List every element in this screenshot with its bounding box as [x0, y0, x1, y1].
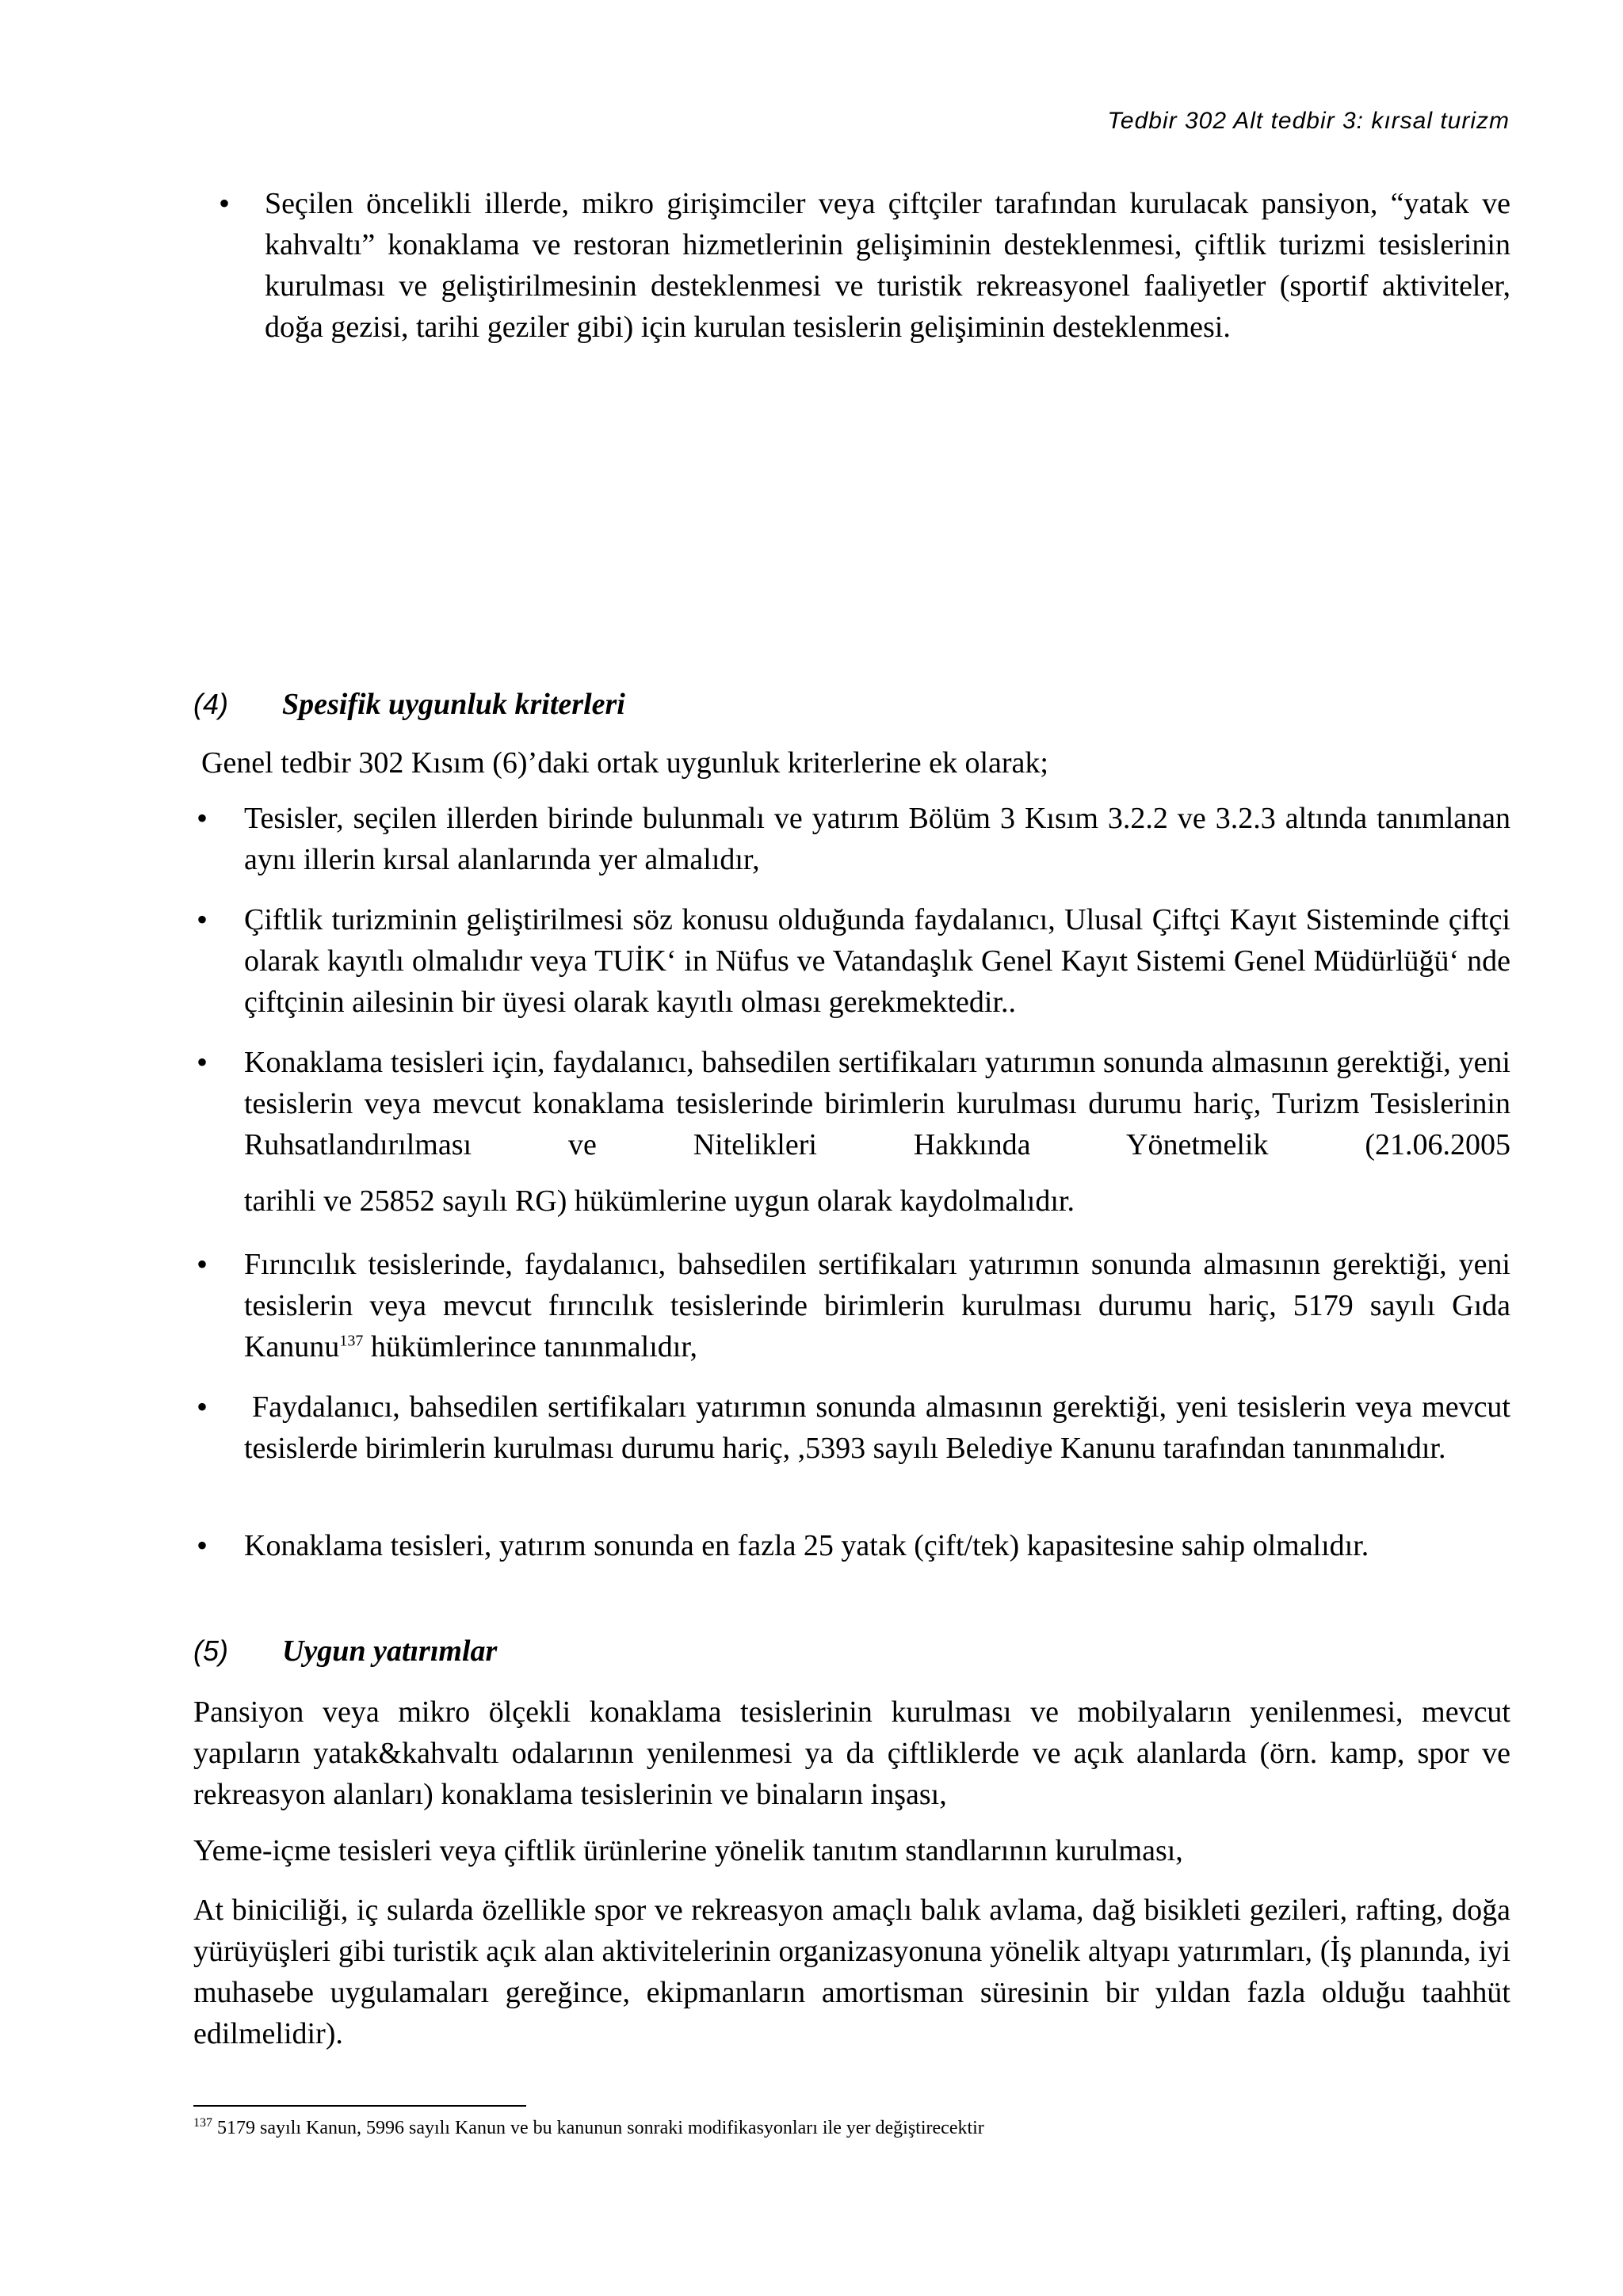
investment-paragraph-3: At biniciliği, iç sularda özellikle spor ve rekreasyon amaçlı balık avlama, dağ bisikleti gezileri, rafting, doğa yürüyüşleri gibi turistik açık alan aktivitelerinin organizasyonuna yönelik altyapı yatırımları, (İş planında, iyi muhasebe uygulamaları gereğince, ekipmanların amortisman süresinin bir yıldan fazla olduğu taahhüt edilmelidir). [193, 1894, 1510, 2050]
criteria-item-6: Konaklama tesisleri, yatırım sonunda en fazla 25 yatak (çift/tek) kapasitesine sahip olmalıdır. [244, 1529, 1369, 1562]
bullet-dot: • [197, 1246, 208, 1282]
criteria-item-2: Çiftlik turizminin geliştirilmesi söz konusu olduğunda faydalanıcı, Ulusal Çiftçi Kayıt Sisteminde çiftçi olarak kayıtlı olmalıdır veya TUİK‘ in Nüfus ve Vatandaşlık Genel Kayıt Sistemi Genel Müdürlüğü‘ nde çiftçinin ailesinin bir üyesi olarak kayıtlı olması gerekmektedir.. [244, 903, 1510, 1019]
bullet-dot: • [197, 1044, 208, 1080]
criteria-item-4-text: Fırıncılık tesislerinde, faydalanıcı, bahsedilen sertifikaları yatırımın sonunda almasının gerektiği, yeni tesislerin veya mevcut fırıncılık tesislerinde birimlerin kurulması durumu hariç, 5179 sayılı Gıda Kanunu [244, 1248, 1510, 1363]
footnote-text: 5179 sayılı Kanun, 5996 sayılı Kanun ve bu kanunun sonraki modifikasyonları ile yer değiştirecektir [217, 2118, 984, 2138]
bullet-dot: • [219, 185, 231, 221]
section-4-number: (4) [193, 688, 228, 720]
bullet-dot: • [197, 1389, 208, 1425]
running-header: Tedbir 302 Alt tedbir 3: kırsal turizm [1107, 108, 1510, 134]
investment-paragraph-2: Yeme-içme tesisleri veya çiftlik ürünlerine yönelik tanıtım standlarının kurulması, [193, 1834, 1183, 1867]
section-4-intro: Genel tedbir 302 Kısım (6)’daki ortak uygunluk kriterlerine ek olarak; [201, 746, 1048, 780]
criteria-item-4-text-end: hükümlerince tanınmalıdır, [370, 1330, 697, 1363]
criteria-item-5: Faydalanıcı, bahsedilen sertifikaları yatırımın sonunda almasının gerektiği, yeni tesislerin veya mevcut tesislerde birimlerin kurulması durumu hariç, ,5393 sayılı Belediye Kanunu tarafından tanınmalıdır. [244, 1390, 1510, 1465]
criteria-item-3-continued: tarihli ve 25852 sayılı RG) hükümlerine uygun olarak kaydolmalıdır. [244, 1184, 1075, 1218]
investment-paragraph-1: Pansiyon veya mikro ölçekli konaklama tesislerinin kurulması ve mobilyaların yenilenmesi, mevcut yapıların yatak&kahvaltı odalarının yenilenmesi ya da çiftliklerde ve açık alanlarda (örn. kamp, spor ve rekreasyon alanları) konaklama tesislerinin ve binaların inşası, [193, 1695, 1510, 1811]
criteria-item-1: Tesisler, seçilen illerden birinde bulunmalı ve yatırım Bölüm 3 Kısım 3.2.2 ve 3.2.3 altında tanımlanan aynı illerin kırsal alanlarında yer almalıdır, [244, 802, 1510, 876]
footnote [193, 2115, 1509, 2141]
footnote-reference: 137 [339, 1332, 364, 1350]
bullet-dot: • [197, 902, 208, 937]
bullet-dot: • [197, 1527, 208, 1563]
section-5-title: Uygun yatırımlar [282, 1634, 498, 1668]
footnote-separator [193, 2105, 526, 2107]
top-bullet-text: Seçilen öncelikli illerde, mikro girişimciler veya çiftçiler tarafından kurulacak pansiyon, “yatak ve kahvaltı” konaklama ve restoran hizmetlerinin gelişiminin desteklenmesi, çiftlik turizmi tesislerinin kurulması ve geliştirilmesinin desteklenmesi ve turistik rekreasyonel faaliyetler (sportif aktiviteler, doğa gezisi, tarihi geziler gibi) için kurulan tesislerin gelişiminin desteklenmesi. [265, 187, 1510, 344]
criteria-item-4 [244, 1244, 1510, 1367]
section-4-title: Spesifik uygunluk kriterleri [282, 688, 625, 721]
section-5-number: (5) [193, 1634, 228, 1667]
bullet-dot: • [197, 800, 208, 836]
footnote-number: 137 [193, 2116, 212, 2130]
criteria-item-3: Konaklama tesisleri için, faydalanıcı, bahsedilen sertifikaları yatırımın sonunda almasının gerektiği, yeni tesislerin veya mevcut konaklama tesislerinde birimlerin kurulması durumu hariç, Turizm Tesislerinin Ruhsatlandırılması ve Nitelikleri Hakkında Yönetmelik (21.06.2005 [244, 1046, 1510, 1161]
